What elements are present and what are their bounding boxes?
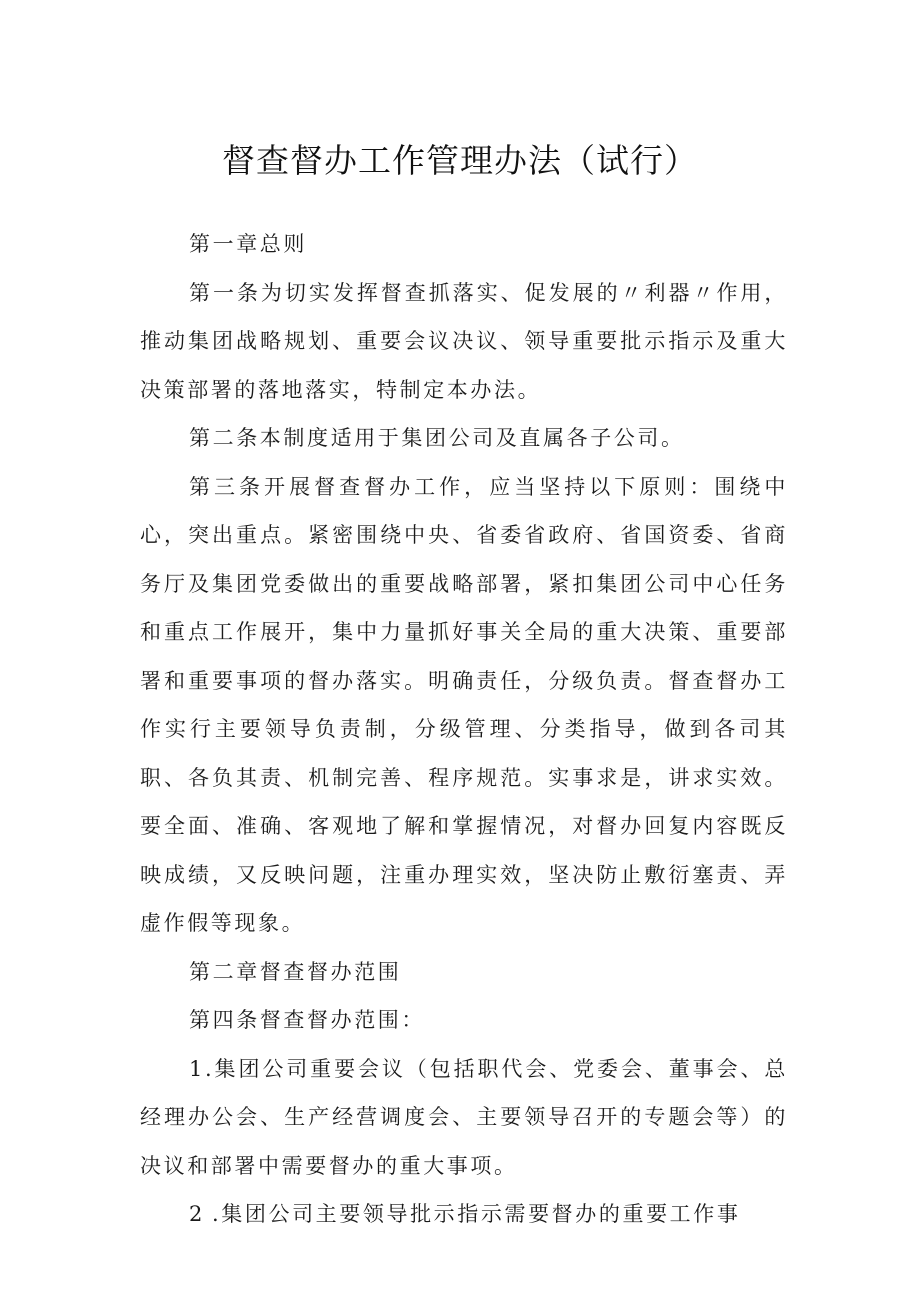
list-item-2-number: 2 xyxy=(189,1202,205,1226)
article-2: 第二条本制度适用于集团公司及直属各子公司。 xyxy=(189,426,685,450)
list-item-2-text: .集团公司主要领导批示指示需要督办的重要工作事 xyxy=(212,1202,741,1226)
article-4: 第四条督查督办范围： xyxy=(189,1008,425,1032)
list-item-2 xyxy=(140,1190,788,1239)
list-item-1: 1.集团公司重要会议（包括职代会、党委会、董事会、总经理办公会、生产经营调度会、主要领导召开的专题会等）的决议和部署中需要督办的重大事项。 xyxy=(140,1056,788,1178)
document-body xyxy=(140,220,788,1239)
chapter-2-heading: 第二章督查督办范围 xyxy=(189,959,402,984)
article-1: 第一条为切实发挥督查抓落实、促发展的〃利器〃作用，推动集团战略规划、重要会议决议、领导重要批示指示及重大决策部署的落地落实，特制定本办法。 xyxy=(140,280,788,402)
chapter-1-heading: 第一章总则 xyxy=(189,232,307,256)
article-3: 第三条开展督查督办工作，应当坚持以下原则：围绕中心，突出重点。紧密围绕中央、省委省政府、省国资委、省商务厅及集团党委做出的重要战略部署，紧扣集团公司中心任务和重点工作展开，集中力量抓好事关全局的重大决策、重要部署和重要事项的督办落实。明确责任，分级负责。督查督办工作实行主要领导负责制，分级管理、分类指导，做到各司其职、各负其责、机制完善、程序规范。实事求是，讲求实效。要全面、准确、客观地了解和掌握情况，对督办回复内容既反映成绩，又反映问题，注重办理实效，坚决防止敷衍塞责、弄虚作假等现象。 xyxy=(140,474,788,935)
document-title: 督查督办工作管理办法（试行） xyxy=(222,141,698,180)
